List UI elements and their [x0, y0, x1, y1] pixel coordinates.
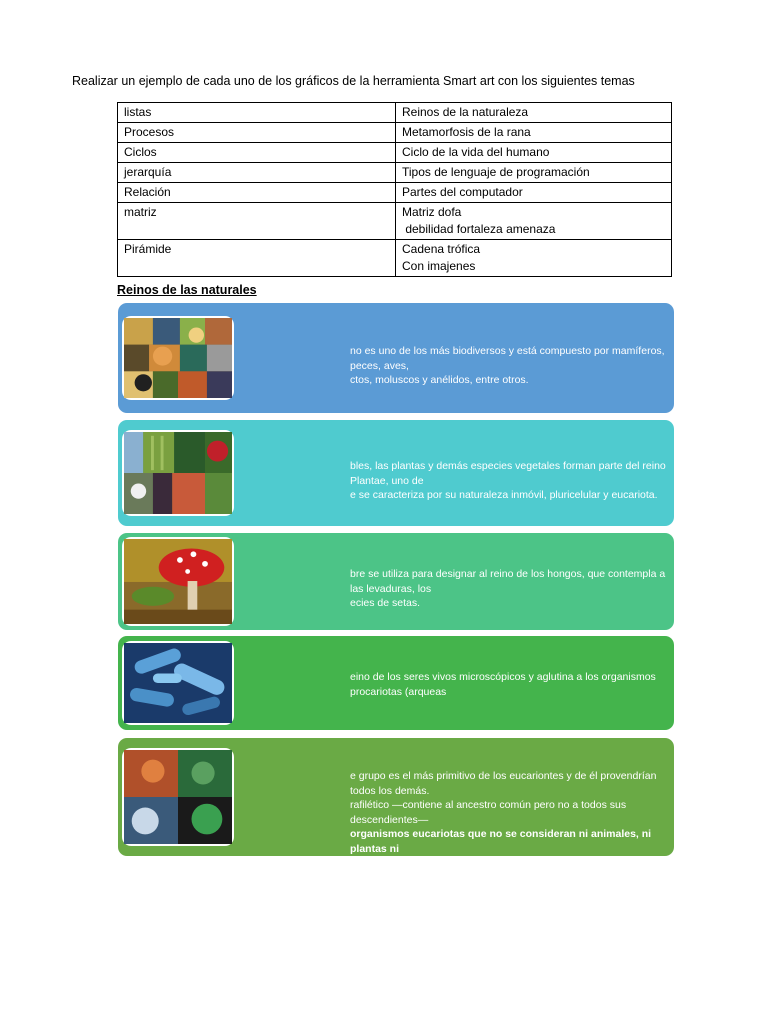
kingdom-card-monera	[118, 636, 674, 730]
table-cell: Partes del computador	[396, 183, 672, 203]
card-text-line: ctos, moluscos y anélidos, entre otros.	[350, 374, 529, 386]
card-text-line: rafilético —contiene al ancestro común pero no a todos sus descendientes—	[350, 799, 627, 826]
section-title: Reinos de las naturales	[117, 283, 257, 297]
card-text-line: eino de los seres vivos microscópicos y aglutina a los organismos procariotas (arqueas	[350, 671, 656, 698]
card-text-line: bles, las plantas y demás especies vegetales forman parte del reino Plantae, uno de	[350, 460, 666, 487]
table-row	[118, 240, 672, 277]
table-row	[118, 163, 672, 183]
cell-line: debilidad fortaleza amenaza	[402, 222, 556, 236]
table-cell: Reinos de la naturaleza	[396, 103, 672, 123]
cell-line: Matriz dofa	[402, 205, 462, 219]
kingdom-card-plantae	[118, 420, 674, 526]
kingdom-card-fungi	[118, 533, 674, 630]
card-text-line: no es uno de los más biodiversos y está compuesto por mamíferos, peces, aves,	[350, 345, 665, 372]
kingdom-card-protista	[118, 738, 674, 869]
table-cell: Relación	[118, 183, 396, 203]
table-row	[118, 123, 672, 143]
table-row	[118, 203, 672, 240]
table-cell: jerarquía	[118, 163, 396, 183]
card-text-line: e grupo es el más primitivo de los eucariontes y de él provendrían todos los demás.	[350, 770, 657, 797]
table-row	[118, 103, 672, 123]
table-cell: Ciclos	[118, 143, 396, 163]
kingdom-card-animalia	[118, 303, 674, 413]
card-text-line	[350, 827, 666, 856]
mushroom-image	[122, 537, 234, 626]
bacteria-image	[122, 641, 234, 725]
card-text-line: bre se utiliza para designar al reino de los hongos, que contempla a las levaduras, los	[350, 568, 666, 595]
table-row	[118, 183, 672, 203]
instruction-text: Realizar un ejemplo de cada uno de los gráficos de la herramienta Smart art con los siguientes temas	[72, 74, 635, 88]
table-cell: Pirámide	[118, 240, 396, 277]
card-text-bold: organismos eucariotas que no se consideran ni animales, ni plantas ni	[350, 828, 652, 855]
table-cell	[396, 240, 672, 277]
table-cell: listas	[118, 103, 396, 123]
card-text-line: tozoos	[350, 857, 381, 869]
cell-line: Con imajenes	[402, 259, 476, 273]
animals-collage-image	[122, 316, 234, 400]
card-text-line: ecies de setas.	[350, 597, 421, 609]
table-cell	[396, 203, 672, 240]
table-cell: Procesos	[118, 123, 396, 143]
card-text-line: e se caracteriza por su naturaleza inmóvil, pluricelular y eucariota.	[350, 489, 658, 501]
table-cell: Tipos de lenguaje de programación	[396, 163, 672, 183]
plants-collage-image	[122, 430, 234, 516]
protists-collage-image	[122, 748, 234, 846]
table-cell: Ciclo de la vida del humano	[396, 143, 672, 163]
table-cell: Metamorfosis de la rana	[396, 123, 672, 143]
table-cell: matriz	[118, 203, 396, 240]
table-row	[118, 143, 672, 163]
cell-line: Cadena trófica	[402, 242, 481, 256]
topics-table	[117, 102, 672, 277]
